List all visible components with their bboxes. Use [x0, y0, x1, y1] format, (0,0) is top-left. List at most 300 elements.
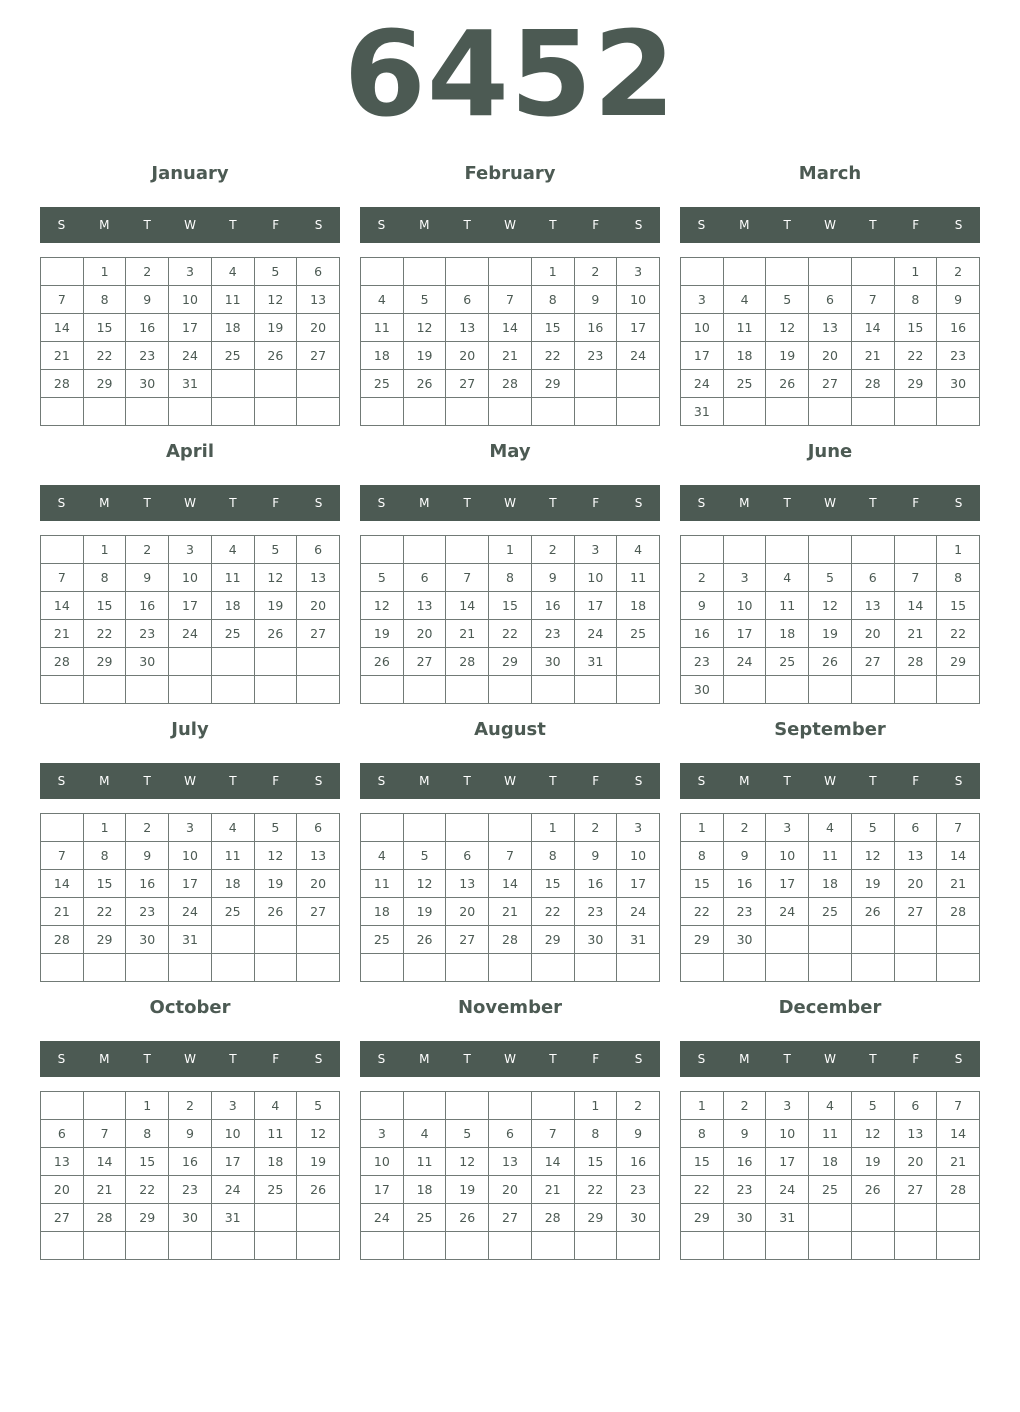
day-cell: 11 [617, 564, 660, 592]
day-grid [360, 535, 660, 704]
day-cell: 16 [126, 870, 169, 898]
day-cell [297, 954, 340, 982]
day-cell: 23 [617, 1176, 660, 1204]
day-cell: 9 [126, 564, 169, 592]
day-cell: 26 [254, 898, 297, 926]
day-cell [254, 398, 297, 426]
day-cell: 25 [361, 370, 404, 398]
day-grid [680, 535, 980, 704]
weekday-label: S [377, 218, 386, 232]
day-cell: 12 [297, 1120, 340, 1148]
day-cell: 30 [126, 926, 169, 954]
weekday-label: S [954, 1052, 963, 1066]
week-row [361, 1092, 660, 1120]
day-cell: 2 [126, 258, 169, 286]
weekday-label: M [99, 774, 110, 788]
day-cell: 23 [126, 620, 169, 648]
day-cell: 18 [617, 592, 660, 620]
week-row [41, 1176, 340, 1204]
day-cell: 6 [403, 564, 446, 592]
day-cell [403, 814, 446, 842]
day-cell: 5 [254, 536, 297, 564]
day-cell: 18 [809, 1148, 852, 1176]
day-cell: 24 [766, 1176, 809, 1204]
day-cell: 12 [254, 842, 297, 870]
weekday-label: W [184, 218, 196, 232]
day-cell: 12 [851, 842, 894, 870]
weekday-label: M [739, 496, 750, 510]
day-cell [211, 954, 254, 982]
day-cell: 15 [937, 592, 980, 620]
day-cell: 25 [211, 620, 254, 648]
weekday-label: W [184, 774, 196, 788]
day-cell: 19 [403, 898, 446, 926]
day-cell: 23 [126, 342, 169, 370]
weekday-label: F [592, 496, 600, 510]
day-cell [766, 954, 809, 982]
day-cell [254, 1232, 297, 1260]
day-cell [41, 536, 84, 564]
week-row [41, 286, 340, 314]
day-cell: 6 [446, 286, 489, 314]
day-cell [617, 398, 660, 426]
day-cell: 14 [41, 592, 84, 620]
day-cell: 5 [254, 258, 297, 286]
day-cell: 30 [937, 370, 980, 398]
day-cell: 19 [297, 1148, 340, 1176]
weekday-label: T [869, 496, 877, 510]
day-cell: 8 [489, 564, 532, 592]
day-cell: 25 [254, 1176, 297, 1204]
day-cell [41, 258, 84, 286]
weekday-label: M [99, 218, 110, 232]
week-row [41, 258, 340, 286]
day-cell [894, 926, 937, 954]
week-row [681, 1176, 980, 1204]
weekday-label: T [783, 1052, 791, 1066]
day-cell: 5 [851, 1092, 894, 1120]
weekday-header [360, 1041, 660, 1077]
day-grid [360, 1091, 660, 1260]
week-row [681, 342, 980, 370]
day-cell [937, 926, 980, 954]
day-cell: 16 [681, 620, 724, 648]
day-cell [254, 676, 297, 704]
month-september [680, 708, 980, 986]
week-row [681, 870, 980, 898]
day-cell: 13 [851, 592, 894, 620]
day-cell [766, 258, 809, 286]
day-cell [681, 954, 724, 982]
day-cell: 7 [489, 286, 532, 314]
day-cell [937, 676, 980, 704]
weekday-label: T [229, 774, 237, 788]
month-july [40, 708, 340, 986]
day-cell: 10 [211, 1120, 254, 1148]
day-cell [681, 536, 724, 564]
day-cell: 20 [851, 620, 894, 648]
day-cell [851, 926, 894, 954]
week-row [41, 1232, 340, 1260]
day-cell: 24 [574, 620, 617, 648]
day-cell: 29 [681, 1204, 724, 1232]
week-row [361, 620, 660, 648]
day-cell: 15 [894, 314, 937, 342]
day-cell: 3 [617, 258, 660, 286]
day-cell: 1 [83, 814, 126, 842]
weekday-label: W [184, 496, 196, 510]
day-cell: 8 [83, 564, 126, 592]
weekday-label: S [377, 774, 386, 788]
week-row [361, 1176, 660, 1204]
day-cell: 20 [297, 592, 340, 620]
weekday-label: W [824, 1052, 836, 1066]
day-cell [83, 676, 126, 704]
day-cell [297, 926, 340, 954]
day-cell: 7 [489, 842, 532, 870]
week-row [41, 342, 340, 370]
weekday-label: S [57, 1052, 66, 1066]
day-cell: 23 [574, 898, 617, 926]
day-cell [211, 398, 254, 426]
weekday-label: S [377, 1052, 386, 1066]
day-cell: 16 [617, 1148, 660, 1176]
day-cell [851, 398, 894, 426]
month-title: May [489, 441, 531, 462]
day-cell [531, 676, 574, 704]
day-cell [766, 1232, 809, 1260]
day-cell [809, 398, 852, 426]
day-cell [254, 1204, 297, 1232]
day-cell [851, 1204, 894, 1232]
day-cell: 30 [126, 370, 169, 398]
day-cell: 28 [83, 1204, 126, 1232]
day-cell: 20 [894, 870, 937, 898]
day-grid [360, 813, 660, 982]
day-cell [41, 398, 84, 426]
weekday-label: M [99, 496, 110, 510]
weekday-header [360, 485, 660, 521]
day-cell [809, 258, 852, 286]
day-cell: 29 [894, 370, 937, 398]
day-cell [297, 648, 340, 676]
day-cell [894, 1204, 937, 1232]
day-cell: 25 [211, 898, 254, 926]
day-cell: 21 [489, 342, 532, 370]
day-cell: 28 [489, 370, 532, 398]
weekday-label: M [739, 218, 750, 232]
week-row [681, 926, 980, 954]
day-cell [297, 398, 340, 426]
day-cell: 23 [169, 1176, 212, 1204]
day-cell: 2 [169, 1092, 212, 1120]
day-cell [403, 1232, 446, 1260]
week-row [361, 592, 660, 620]
day-cell: 9 [126, 286, 169, 314]
day-cell: 28 [937, 1176, 980, 1204]
day-cell: 8 [83, 842, 126, 870]
day-cell: 16 [531, 592, 574, 620]
day-cell: 29 [531, 370, 574, 398]
day-cell: 25 [361, 926, 404, 954]
day-cell: 19 [254, 314, 297, 342]
day-cell: 15 [126, 1148, 169, 1176]
weekday-label: M [99, 1052, 110, 1066]
week-row [361, 370, 660, 398]
day-cell: 23 [126, 898, 169, 926]
weekday-label: F [592, 218, 600, 232]
day-cell: 3 [169, 258, 212, 286]
week-row [41, 1120, 340, 1148]
day-cell [361, 1092, 404, 1120]
day-cell: 12 [403, 870, 446, 898]
week-row [41, 620, 340, 648]
weekday-label: T [229, 218, 237, 232]
day-cell: 26 [809, 648, 852, 676]
day-cell: 9 [937, 286, 980, 314]
day-cell: 19 [446, 1176, 489, 1204]
day-cell: 13 [809, 314, 852, 342]
weekday-label: T [549, 1052, 557, 1066]
week-row [361, 1120, 660, 1148]
weekday-label: S [57, 218, 66, 232]
day-cell: 4 [809, 1092, 852, 1120]
day-cell: 15 [574, 1148, 617, 1176]
day-cell: 1 [83, 536, 126, 564]
day-cell: 5 [297, 1092, 340, 1120]
weekday-header [360, 763, 660, 799]
weekday-label: S [697, 218, 706, 232]
weekday-label: T [463, 1052, 471, 1066]
day-cell: 21 [41, 898, 84, 926]
day-cell: 6 [297, 814, 340, 842]
day-cell: 28 [894, 648, 937, 676]
day-cell: 12 [809, 592, 852, 620]
day-cell: 22 [681, 1176, 724, 1204]
week-row [681, 1204, 980, 1232]
day-cell [937, 954, 980, 982]
day-cell: 1 [681, 1092, 724, 1120]
weekday-label: S [314, 774, 323, 788]
day-cell: 22 [83, 898, 126, 926]
day-cell: 12 [254, 564, 297, 592]
day-cell: 8 [531, 842, 574, 870]
day-cell: 19 [254, 592, 297, 620]
day-cell: 7 [446, 564, 489, 592]
day-cell: 1 [126, 1092, 169, 1120]
day-cell: 31 [169, 370, 212, 398]
day-cell: 6 [41, 1120, 84, 1148]
day-cell [446, 954, 489, 982]
day-cell: 23 [681, 648, 724, 676]
weekday-label: F [912, 1052, 920, 1066]
day-cell: 19 [809, 620, 852, 648]
day-cell: 14 [894, 592, 937, 620]
week-row [41, 648, 340, 676]
day-cell: 3 [723, 564, 766, 592]
day-cell: 29 [83, 648, 126, 676]
day-cell: 26 [766, 370, 809, 398]
day-cell [617, 370, 660, 398]
day-cell: 24 [211, 1176, 254, 1204]
day-cell [809, 954, 852, 982]
day-cell [894, 676, 937, 704]
month-title: August [474, 719, 546, 740]
day-cell: 26 [254, 342, 297, 370]
day-cell: 18 [211, 870, 254, 898]
day-cell: 14 [531, 1148, 574, 1176]
day-cell: 13 [446, 314, 489, 342]
week-row [41, 370, 340, 398]
day-grid [360, 257, 660, 426]
week-row [41, 842, 340, 870]
day-cell: 25 [809, 1176, 852, 1204]
day-cell [254, 370, 297, 398]
day-cell: 31 [617, 926, 660, 954]
weekday-label: W [504, 774, 516, 788]
day-cell [766, 536, 809, 564]
day-cell: 3 [211, 1092, 254, 1120]
day-cell [446, 536, 489, 564]
weekday-label: W [504, 1052, 516, 1066]
day-cell: 15 [531, 314, 574, 342]
day-cell: 6 [297, 536, 340, 564]
month-november [360, 986, 660, 1264]
day-cell: 11 [211, 564, 254, 592]
day-cell: 10 [766, 842, 809, 870]
day-cell [937, 398, 980, 426]
month-title: November [457, 997, 563, 1018]
day-cell [531, 398, 574, 426]
weekday-label: M [419, 774, 430, 788]
day-cell: 8 [681, 842, 724, 870]
day-cell: 17 [169, 592, 212, 620]
day-cell: 11 [361, 314, 404, 342]
day-cell: 21 [489, 898, 532, 926]
week-row [681, 258, 980, 286]
day-cell: 11 [361, 870, 404, 898]
weekday-label: S [634, 496, 643, 510]
day-cell: 10 [361, 1148, 404, 1176]
weekday-header [680, 1041, 980, 1077]
day-cell [254, 648, 297, 676]
day-cell: 16 [169, 1148, 212, 1176]
day-cell [723, 676, 766, 704]
day-cell: 23 [574, 342, 617, 370]
day-cell: 26 [297, 1176, 340, 1204]
day-cell: 13 [894, 1120, 937, 1148]
day-cell: 2 [617, 1092, 660, 1120]
day-cell: 7 [41, 564, 84, 592]
weekday-header [40, 763, 340, 799]
day-cell: 1 [83, 258, 126, 286]
day-cell [723, 1232, 766, 1260]
day-cell: 16 [126, 592, 169, 620]
weekday-label: T [869, 218, 877, 232]
day-cell [489, 1092, 532, 1120]
weekday-label: S [634, 218, 643, 232]
day-cell: 11 [766, 592, 809, 620]
month-june [680, 430, 980, 708]
week-row [361, 342, 660, 370]
day-cell [617, 648, 660, 676]
month-april [40, 430, 340, 708]
day-cell: 20 [41, 1176, 84, 1204]
day-cell: 17 [169, 314, 212, 342]
day-cell [126, 676, 169, 704]
weekday-header [40, 1041, 340, 1077]
day-cell: 4 [211, 536, 254, 564]
weekday-label: F [912, 496, 920, 510]
day-cell: 25 [809, 898, 852, 926]
day-cell: 5 [254, 814, 297, 842]
day-cell: 14 [937, 1120, 980, 1148]
day-cell: 28 [446, 648, 489, 676]
day-cell: 24 [617, 898, 660, 926]
day-cell: 7 [41, 286, 84, 314]
weekday-label: S [697, 1052, 706, 1066]
weekday-header [40, 207, 340, 243]
day-cell: 29 [126, 1204, 169, 1232]
day-cell [531, 1092, 574, 1120]
day-cell: 12 [403, 314, 446, 342]
day-cell: 7 [41, 842, 84, 870]
day-cell: 12 [361, 592, 404, 620]
week-row [681, 1148, 980, 1176]
weekday-label: T [463, 496, 471, 510]
day-cell: 4 [254, 1092, 297, 1120]
day-cell [403, 676, 446, 704]
day-cell [361, 258, 404, 286]
day-cell: 20 [809, 342, 852, 370]
weekday-header [680, 763, 980, 799]
day-cell [681, 258, 724, 286]
day-cell: 7 [851, 286, 894, 314]
day-cell [574, 676, 617, 704]
day-cell: 4 [403, 1120, 446, 1148]
day-cell: 14 [489, 314, 532, 342]
week-row [361, 1148, 660, 1176]
day-cell: 25 [211, 342, 254, 370]
day-cell: 24 [723, 648, 766, 676]
day-cell: 23 [531, 620, 574, 648]
day-cell [403, 536, 446, 564]
weekday-label: M [419, 496, 430, 510]
weekday-header [680, 485, 980, 521]
day-cell: 27 [41, 1204, 84, 1232]
day-cell [211, 648, 254, 676]
day-cell: 18 [254, 1148, 297, 1176]
weekday-label: W [184, 1052, 196, 1066]
weekday-label: T [869, 1052, 877, 1066]
week-row [41, 398, 340, 426]
week-row [361, 842, 660, 870]
day-cell: 24 [169, 620, 212, 648]
day-cell: 10 [723, 592, 766, 620]
day-cell [361, 676, 404, 704]
day-cell: 8 [894, 286, 937, 314]
day-cell: 3 [169, 536, 212, 564]
day-cell: 13 [297, 286, 340, 314]
week-row [361, 926, 660, 954]
day-cell: 29 [83, 926, 126, 954]
week-row [361, 398, 660, 426]
day-cell: 8 [531, 286, 574, 314]
day-cell [809, 1204, 852, 1232]
week-row [41, 926, 340, 954]
day-cell [489, 954, 532, 982]
day-cell: 19 [361, 620, 404, 648]
